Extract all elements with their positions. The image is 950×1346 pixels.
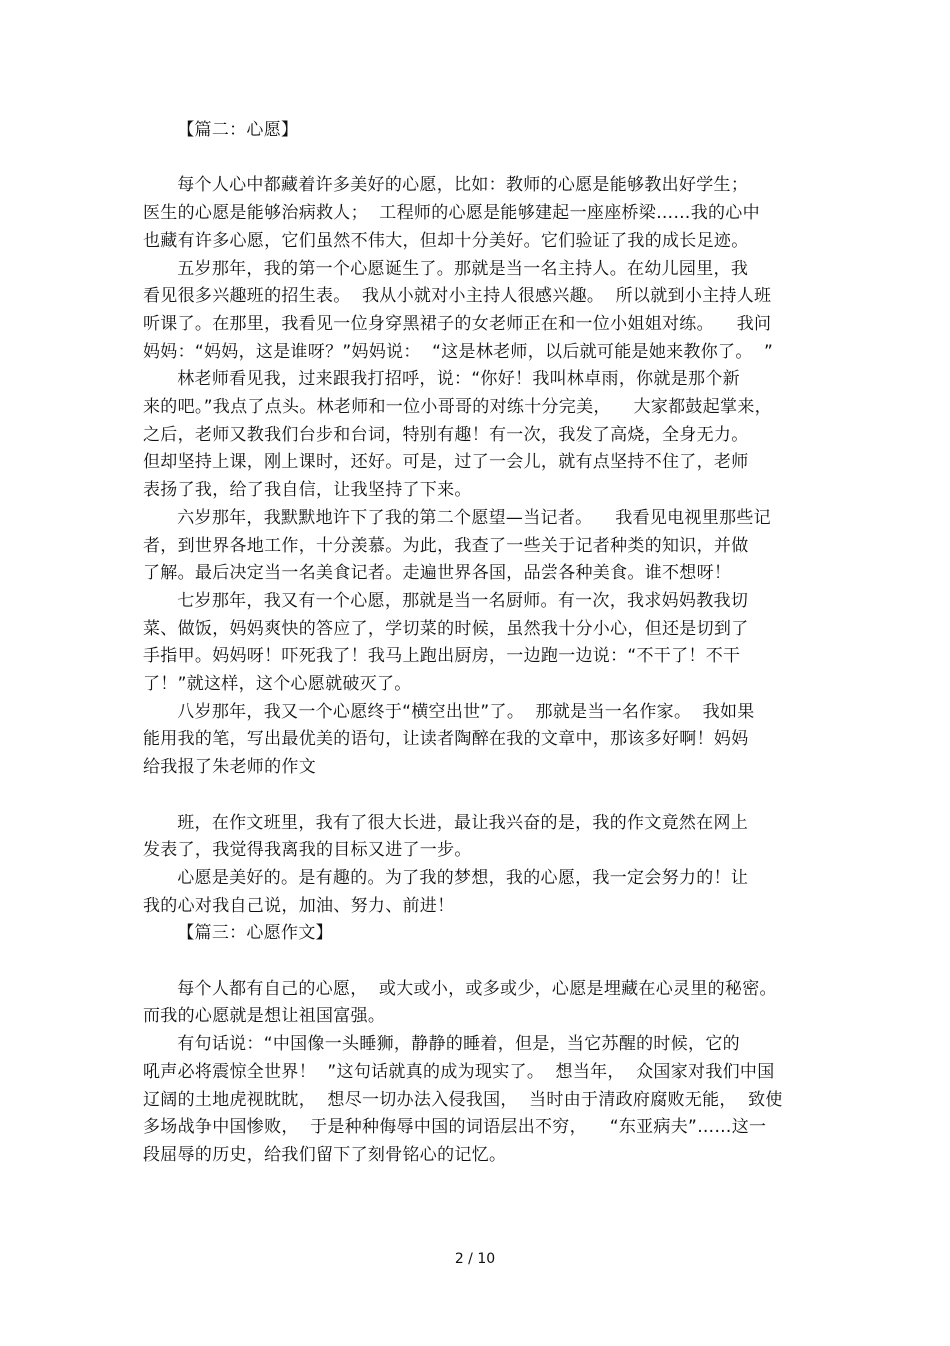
text-line: 手指甲。妈妈呀！吓死我了！我马上跑出厨房，一边跑一边说：“不干了！不干 bbox=[143, 646, 741, 666]
text-line: 八岁那年，我又一个心愿终于“横空出世”了。 那就是当一名作家。 我如果 bbox=[143, 702, 755, 722]
text-line: 了解。最后决定当一名美食记者。走遍世界各国，品尝各种美食。谁不想呀！ bbox=[143, 563, 732, 583]
text-line: 【篇三：心愿作文】 bbox=[143, 923, 333, 943]
text-line: 我的心对我自己说，加油、努力、前进！ bbox=[143, 896, 455, 916]
text-line: 每个人心中都藏着许多美好的心愿，比如：教师的心愿是能够教出好学生； bbox=[143, 175, 749, 195]
text-line: 六岁那年，我默默地许下了我的第二个愿望—当记者。 我看见电视里那些记 bbox=[143, 508, 771, 528]
text-line: 而我的心愿就是想让祖国富强。 bbox=[143, 1006, 386, 1026]
text-line: 【篇二：心愿】 bbox=[143, 120, 299, 140]
text-line: 吼声必将震惊全世界！ ”这句话就真的成为现实了。 想当年， 众国家对我们中国 bbox=[143, 1062, 775, 1082]
text-line: 医生的心愿是能够治病救人； 工程师的心愿是能够建起一座座桥梁……我的心中 bbox=[143, 203, 760, 223]
text-line: 听课了。在那里，我看见一位身穿黑裙子的女老师正在和一位小姐姐对练。 我问 bbox=[143, 314, 772, 334]
text-line: 妈妈：“妈妈，这是谁呀？”妈妈说： “这是林老师，以后就可能是她来教你了。 ” bbox=[143, 342, 774, 362]
text-line: 班，在作文班里，我有了很大长进，最让我兴奋的是，我的作文竟然在网上 bbox=[143, 813, 749, 833]
text-line: 表扬了我，给了我自信，让我坚持了下来。 bbox=[143, 480, 472, 500]
text-line: 有句话说：“中国像一头睡狮，静静的睡着，但是，当它苏醒的时候，它的 bbox=[143, 1034, 740, 1054]
text-line: 也藏有许多心愿，它们虽然不伟大，但却十分美好。它们验证了我的成长足迹。 bbox=[143, 231, 749, 251]
text-line: 每个人都有自己的心愿， 或大或小，或多或少，心愿是埋藏在心灵里的秘密。 bbox=[143, 979, 777, 999]
text-line: 看见很多兴趣班的招生表。 我从小就对小主持人很感兴趣。 所以就到小主持人班 bbox=[143, 286, 772, 306]
text-line: 能用我的笔，写出最优美的语句，让读者陶醉在我的文章中，那该多好啊！妈妈 bbox=[143, 729, 749, 749]
text-line: 者，到世界各地工作，十分羡慕。为此，我查了一些关于记者种类的知识，并做 bbox=[143, 536, 749, 556]
text-line: 心愿是美好的。是有趣的。为了我的梦想，我的心愿，我一定会努力的！让 bbox=[143, 868, 749, 888]
text-line: 发表了，我觉得我离我的目标又进了一步。 bbox=[143, 840, 472, 860]
text-line: 五岁那年，我的第一个心愿诞生了。那就是当一名主持人。在幼儿园里，我 bbox=[143, 259, 749, 279]
text-line: 七岁那年，我又有一个心愿，那就是当一名厨师。有一次，我求妈妈教我切 bbox=[143, 591, 749, 611]
text-line: 给我报了朱老师的作文 bbox=[143, 757, 316, 777]
text-line: 但却坚持上课，刚上课时，还好。可是，过了一会儿，就有点坚持不住了，老师 bbox=[143, 452, 749, 472]
text-line: 段屈辱的历史，给我们留下了刻骨铭心的记忆。 bbox=[143, 1145, 507, 1165]
text-line: 之后，老师又教我们台步和台词，特别有趣！有一次，我发了高烧，全身无力。 bbox=[143, 425, 749, 445]
text-line: 来的吧。”我点了点头。林老师和一位小哥哥的对练十分完美， 大家都鼓起掌来， bbox=[143, 397, 772, 417]
text-line: 菜、做饭，妈妈爽快的答应了，学切菜的时候，虽然我十分小心，但还是切到了 bbox=[143, 619, 749, 639]
text-line: 辽阔的土地虎视眈眈， 想尽一切办法入侵我国， 当时由于清政府腐败无能， 致使 bbox=[143, 1090, 783, 1110]
page-number: 2 / 10 bbox=[454, 1251, 496, 1267]
text-line: 多场战争中国惨败， 于是种种侮辱中国的词语层出不穷， “东亚病夫”……这一 bbox=[143, 1117, 767, 1137]
text-line: 了！”就这样，这个心愿就破灭了。 bbox=[143, 674, 412, 694]
text-line: 林老师看见我，过来跟我打招呼，说：“你好！我叫林卓雨，你就是那个新 bbox=[143, 369, 740, 389]
